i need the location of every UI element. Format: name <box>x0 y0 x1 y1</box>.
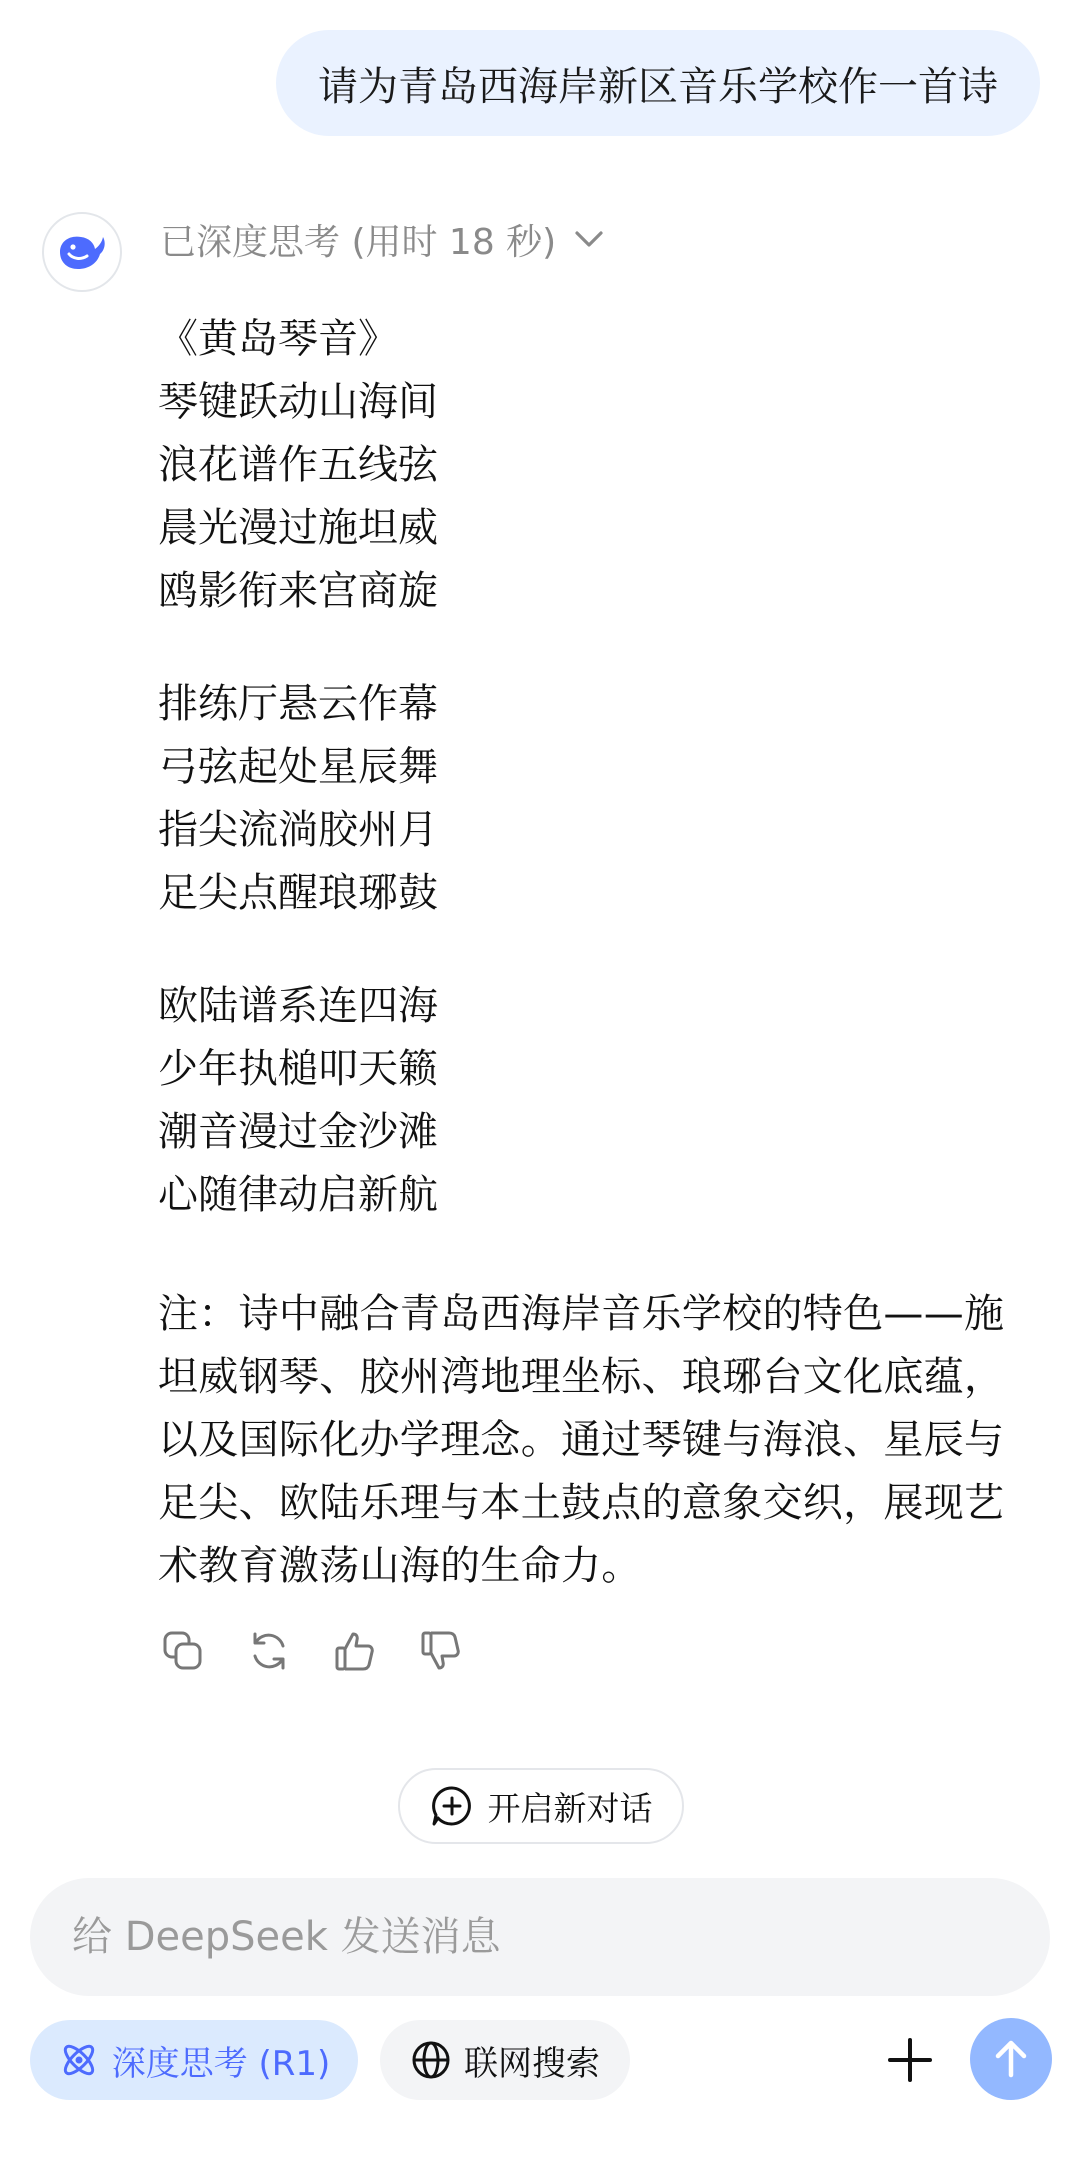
message-actions <box>160 1628 464 1674</box>
copy-button[interactable] <box>160 1628 206 1674</box>
deepseek-avatar <box>42 212 122 292</box>
thinking-label: 已深度思考 (用时 18 秒) <box>160 221 557 263</box>
like-button[interactable] <box>332 1628 378 1674</box>
copy-icon <box>161 1629 205 1673</box>
poem-line: 鸥影衔来宫商旋 <box>158 568 438 614</box>
poem-line: 晨光漫过施坦威 <box>158 505 438 551</box>
user-message-bubble[interactable] <box>276 30 1040 136</box>
poem-title: 《黄岛琴音》 <box>158 316 398 362</box>
poem-line: 浪花谱作五线弦 <box>158 442 438 488</box>
poem-line: 排练厅悬云作幕 <box>158 681 438 727</box>
deep-think-button[interactable] <box>30 2020 358 2100</box>
user-message-text: 请为青岛西海岸新区音乐学校作一首诗 <box>318 63 998 110</box>
message-input-container[interactable] <box>30 1878 1050 1996</box>
deep-think-label: 深度思考 (R1) <box>111 2043 331 2084</box>
attach-button[interactable] <box>880 2030 940 2090</box>
whale-logo-icon <box>57 232 107 272</box>
new-chat-button[interactable] <box>398 1768 684 1844</box>
poem-note: 注：诗中融合青岛西海岸音乐学校的特色——施坦威钢琴、胶州湾地理坐标、琅琊台文化底蕴，以及国际化办学理念。通过琴键与海浪、星辰与足尖、欧陆乐理与本土鼓点的意象交织，展现艺术教育激荡山海的生命力。 <box>158 1291 1005 1589</box>
message-input[interactable] <box>72 1914 972 1960</box>
regenerate-button[interactable] <box>246 1628 292 1674</box>
new-chat-label: 开启新对话 <box>487 1788 653 1828</box>
poem-line: 心随律动启新航 <box>158 1172 438 1218</box>
send-button[interactable] <box>970 2018 1052 2100</box>
chevron-down-icon <box>574 229 604 249</box>
poem-line: 足尖点醒琅琊鼓 <box>158 870 438 916</box>
thumbs-down-icon <box>419 1629 463 1673</box>
arrow-up-icon <box>989 2037 1033 2081</box>
poem-line: 弓弦起处星辰舞 <box>158 744 438 790</box>
poem-line: 欧陆谱系连四海 <box>158 983 438 1029</box>
poem-line: 少年执槌叩天籁 <box>158 1046 438 1092</box>
plus-icon <box>886 2036 934 2084</box>
thumbs-up-icon <box>333 1629 377 1673</box>
web-search-button[interactable] <box>380 2020 630 2100</box>
poem-line: 潮音漫过金沙滩 <box>158 1109 438 1155</box>
globe-icon <box>410 2039 452 2081</box>
poem-line: 琴键跃动山海间 <box>158 379 438 425</box>
thinking-toggle[interactable] <box>160 214 604 264</box>
chat-plus-icon <box>430 1784 474 1828</box>
atom-icon <box>58 2039 100 2081</box>
assistant-answer <box>158 308 1038 1598</box>
refresh-icon <box>247 1629 291 1673</box>
dislike-button[interactable] <box>418 1628 464 1674</box>
poem-line: 指尖流淌胶州月 <box>158 807 438 853</box>
web-search-label: 联网搜索 <box>464 2043 600 2084</box>
